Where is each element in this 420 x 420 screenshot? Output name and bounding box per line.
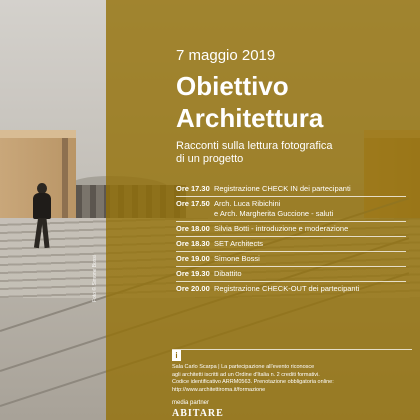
program-time: Ore 17.50 (176, 199, 210, 208)
person-leg (41, 218, 49, 248)
program-text: SET Architects (214, 239, 264, 248)
program-divider (176, 196, 406, 197)
program-divider (176, 281, 406, 282)
program-text: Simone Bossi (214, 254, 260, 263)
walking-person (30, 183, 54, 249)
media-partner-logo: ABITARE (172, 408, 224, 419)
event-panel (106, 0, 420, 420)
program-time: Ore 18.00 (176, 224, 210, 233)
program-time: Ore 19.00 (176, 254, 210, 263)
left-pavilion-cap (0, 130, 76, 138)
subtitle-line: Racconti sulla lettura fotografica (176, 140, 333, 152)
program-divider (176, 266, 406, 267)
program-text: e Arch. Margherita Guccione - saluti (214, 209, 334, 218)
person-body (33, 193, 51, 219)
title-line: Obiettivo (176, 71, 289, 101)
program-text: Silvia Botti - introduzione e moderazione (214, 224, 349, 233)
program-time: Ore 20.00 (176, 284, 210, 293)
program-divider (176, 236, 406, 237)
subtitle-line: di un progetto (176, 153, 244, 165)
program-divider (176, 221, 406, 222)
program-text: Arch. Luca Ribichini (214, 199, 281, 208)
info-icon: i (172, 350, 181, 361)
photo-credit: Foto © Simone Bossi (92, 254, 98, 302)
event-subtitle (176, 140, 333, 166)
media-partner-label: media partner (172, 400, 210, 406)
program-divider (176, 251, 406, 252)
event-title (176, 70, 323, 134)
program-time: Ore 18.30 (176, 239, 210, 248)
program-text: Registrazione CHECK-OUT dei partecipanti (214, 284, 360, 293)
event-date: 7 maggio 2019 (176, 47, 276, 64)
program-time: Ore 19.30 (176, 269, 210, 278)
program-text: Dibattito (214, 269, 242, 278)
program-time: Ore 17.30 (176, 184, 210, 193)
title-line: Architettura (176, 103, 324, 133)
info-divider (172, 349, 412, 350)
program-text: Registrazione CHECK IN dei partecipanti (214, 184, 351, 193)
left-pavilion-slot (62, 138, 68, 220)
info-text: Sala Carlo Scarpa | La partecipazione all'evento riconosce agli architetti iscritti ad un Ordine d'Italia n. 2 crediti formativi. Codice identificativo ARRM0563. Prenotazione obbligatoria online: http://www.architettiroma.it/formazione (172, 364, 334, 393)
